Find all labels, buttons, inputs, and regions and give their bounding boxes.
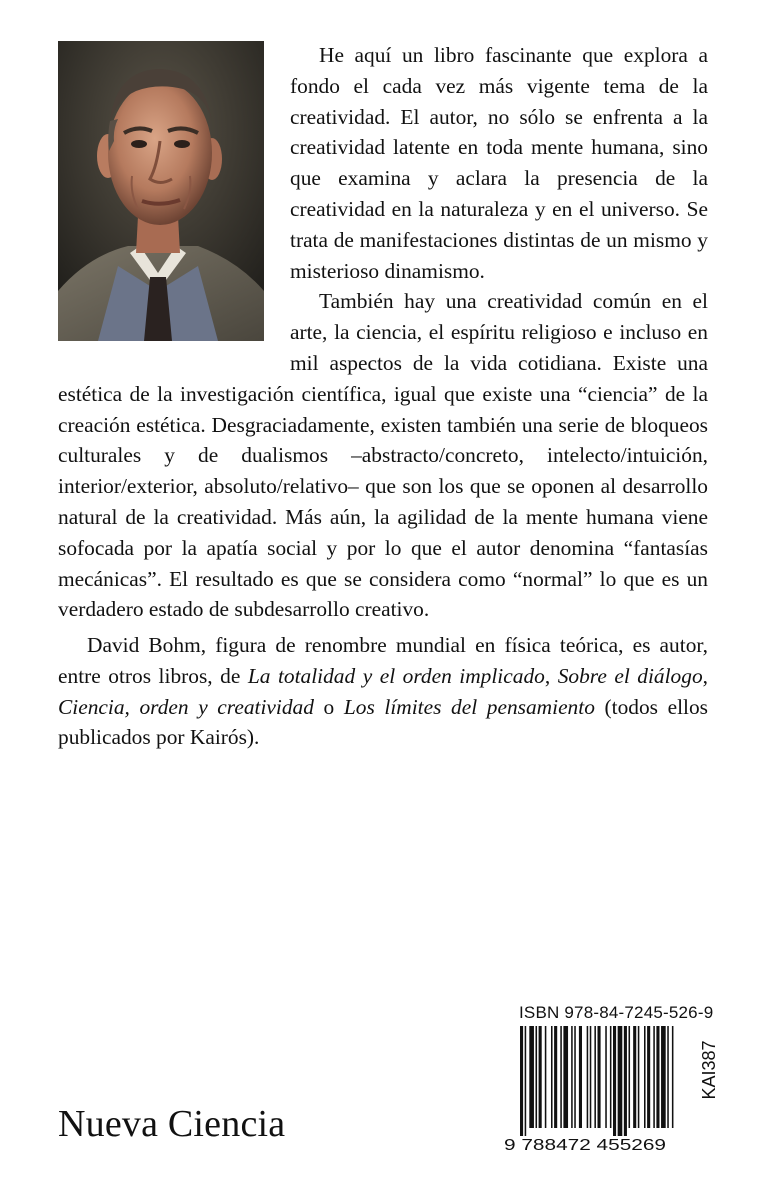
barcode-bar <box>563 1026 568 1128</box>
barcode-bar <box>579 1026 582 1128</box>
barcode-bar <box>644 1026 646 1128</box>
book-title-1: La totalidad y el orden implicado <box>247 663 545 688</box>
barcode-bar <box>624 1026 627 1136</box>
barcode-bar <box>539 1026 542 1128</box>
bio-separator-1: , <box>544 663 558 688</box>
barcode-bar <box>571 1026 573 1128</box>
barcode-digits: 9 788472 455269 <box>504 1137 667 1154</box>
description-paragraph-1: He aquí un libro fascinante que explora a fondo el cada vez más vigente tema de la creatividad. El autor, no sólo se enfrenta a la creatividad latente en toda mente humana, sino que examina y aclara la presencia de la creatividad en la naturaleza y en el universo. Se trata de manifestaciones distintas de un mismo y misterioso dinamismo. <box>290 43 708 283</box>
publisher-code: KAI387 <box>699 1040 719 1100</box>
author-bio <box>58 630 708 753</box>
barcode-bar <box>638 1026 640 1128</box>
book-description <box>58 40 708 625</box>
book-title-2: Sobre el diálogo <box>557 663 703 688</box>
isbn-number: ISBN 978-84-7245-526-9 <box>519 1003 714 1022</box>
barcode-bar <box>590 1026 592 1128</box>
barcode-bar <box>647 1026 650 1128</box>
portrait-spacer <box>58 40 290 368</box>
barcode-bar <box>587 1026 589 1128</box>
barcode-bar <box>551 1026 553 1128</box>
barcode-bar <box>613 1026 616 1136</box>
barcode-bar <box>672 1026 674 1128</box>
book-title-4: Los límites del pensamiento <box>343 694 595 719</box>
barcode-bar <box>629 1026 631 1128</box>
barcode-bar <box>633 1026 636 1128</box>
barcode-bar <box>598 1026 601 1128</box>
bio-separator-3: o <box>313 694 344 719</box>
barcode-bar <box>594 1026 596 1128</box>
barcode <box>504 1026 704 1154</box>
barcode-bar <box>661 1026 666 1128</box>
barcode-bar <box>525 1026 527 1136</box>
series-name: Nueva Ciencia <box>58 1103 286 1145</box>
barcode-bar <box>545 1026 547 1128</box>
barcode-bar <box>653 1026 655 1128</box>
barcode-bar <box>520 1026 523 1136</box>
bio-separator-2: , <box>702 663 708 688</box>
barcode-bar <box>529 1026 534 1128</box>
bio-intro: David Bohm, figura de renombre mundial en física teórica, es autor, entre otros libros, de <box>58 633 708 688</box>
description-paragraph-2: También hay una creatividad común en el arte, la ciencia, el espíritu religioso e incluso en mil aspectos de la vida cotidiana. Existe una estética de la investigación científica, igual que existe una “ciencia” de la creación estética. Desgraciadamente, existen también una serie de bloqueos culturales y de dualismos –abstracto/concreto, intelecto/intuición, interior/exterior, absoluto/relativo– que son los que se oponen al desarrollo natural de la creatividad. Más aún, la agilidad de la mente humana viene sofocada por la apatía social y por lo que el autor denomina “fantasías mecánicas”. El resultado es que se considera como “normal” lo que es un verdadero estado de subdesarrollo creativo. <box>58 289 708 622</box>
author-bio-paragraph <box>58 630 708 753</box>
barcode-bar <box>574 1026 576 1128</box>
barcode-bar <box>667 1026 669 1128</box>
barcode-bar <box>618 1026 623 1136</box>
barcode-bar <box>605 1026 607 1128</box>
bio-outro: (todos ellos publicados por Kairós). <box>58 694 709 750</box>
barcode-bar <box>656 1026 659 1128</box>
barcode-bar <box>536 1026 538 1128</box>
barcode-bar <box>610 1026 612 1128</box>
barcode-bar <box>554 1026 557 1128</box>
book-title-3: Ciencia, orden y creatividad <box>58 694 314 719</box>
barcode-bars <box>520 1026 673 1136</box>
barcode-bar <box>560 1026 562 1128</box>
